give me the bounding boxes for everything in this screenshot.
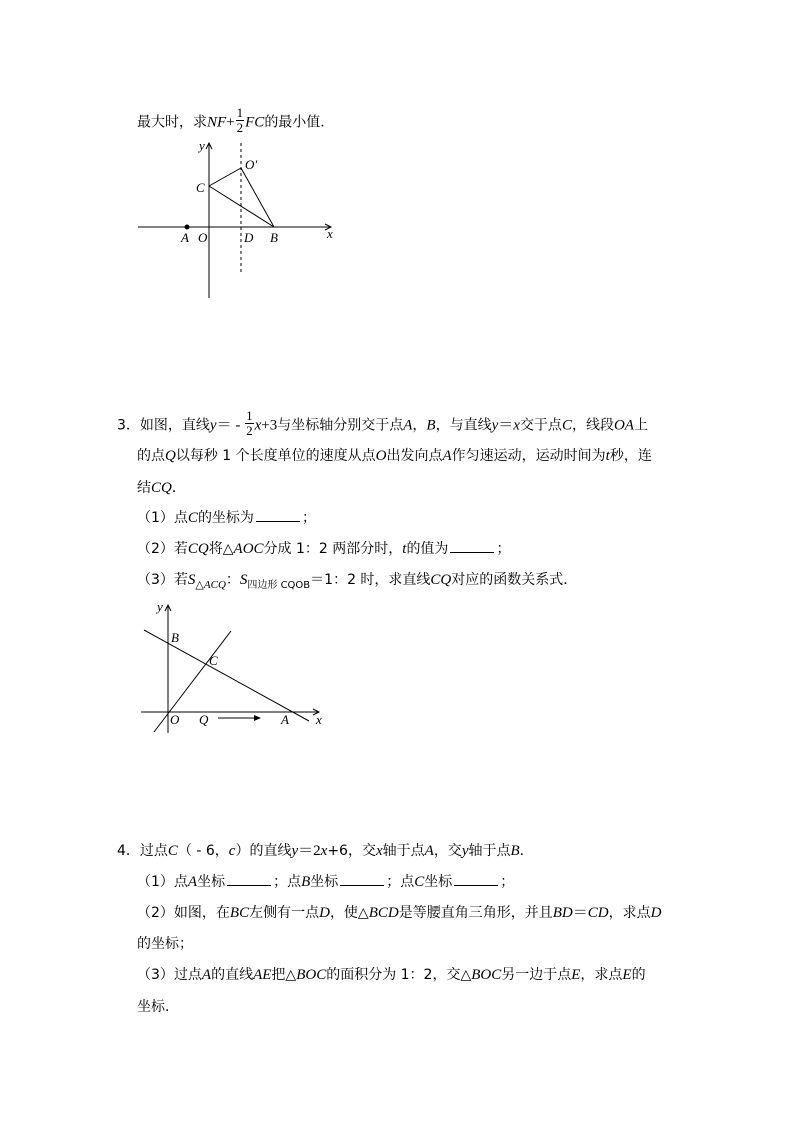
math-op: + xyxy=(226,114,235,131)
problem4-question1 xyxy=(137,873,514,891)
text: ． xyxy=(171,480,186,496)
math-var: C xyxy=(167,843,178,859)
problem-number: 3． xyxy=(117,417,140,434)
text: 的 xyxy=(631,967,646,983)
label-q: Q xyxy=(199,712,209,727)
math-op: ＝ xyxy=(498,417,514,434)
math-var: OA xyxy=(613,417,634,434)
math-var: NF xyxy=(207,114,227,131)
math-var: BOC xyxy=(296,967,327,983)
problem4-question2-line2 xyxy=(137,935,193,953)
label-a: A xyxy=(181,230,189,245)
answer-blank[interactable] xyxy=(340,873,384,886)
text: 把△ xyxy=(271,967,297,983)
text: 坐标 xyxy=(424,874,453,890)
math-var: BOC xyxy=(471,967,502,983)
math-var: A xyxy=(403,417,413,434)
text: ；点 xyxy=(273,874,302,890)
text: 的面积分为 1：2，交△ xyxy=(326,967,472,983)
text: ，求点 xyxy=(608,905,651,921)
text: 以每秒 1 个长度单位的速度从点 xyxy=(175,448,376,464)
text: 如图，直线 xyxy=(139,417,210,434)
text: 的直线 xyxy=(211,967,254,983)
math-var: x xyxy=(254,417,262,434)
text: ，求点 xyxy=(580,967,623,983)
text: 左侧有一点 xyxy=(249,905,320,921)
math-var: t xyxy=(402,541,407,557)
math-var: B xyxy=(426,417,436,434)
text: 将△ xyxy=(208,541,234,557)
text: 是等腰直角三角形，并且 xyxy=(398,905,553,921)
math-var: E xyxy=(622,967,632,983)
text: 交于点 xyxy=(519,417,562,434)
subscript: 四边形 CQOB xyxy=(247,580,311,591)
math-var: c xyxy=(228,843,236,859)
text: 的点 xyxy=(137,448,165,464)
math-var: BC xyxy=(229,905,250,921)
math-var: CD xyxy=(587,905,609,921)
label-b: B xyxy=(270,230,278,245)
problem4-question3-line2 xyxy=(137,998,179,1016)
text: 的最小值． xyxy=(264,114,335,131)
text: ；点 xyxy=(386,874,415,890)
math-op: ＝ xyxy=(572,905,588,921)
text: ； xyxy=(496,541,511,557)
text: （2）如图，在 xyxy=(137,905,230,921)
math-var: FC xyxy=(245,114,265,131)
label-o: O xyxy=(170,712,180,727)
text: ： xyxy=(225,572,240,588)
label-o-prime: O′ xyxy=(245,157,258,172)
math-var: AE xyxy=(253,967,272,983)
text: ， xyxy=(412,417,427,434)
frac-den: 2 xyxy=(246,423,253,438)
math-var: C xyxy=(414,874,425,890)
answer-blank[interactable] xyxy=(454,873,498,886)
label-x: x xyxy=(327,226,333,241)
math-var: A xyxy=(442,448,452,464)
line-ab xyxy=(144,630,309,721)
math-var: y xyxy=(491,417,499,434)
math-var: B xyxy=(301,874,311,890)
text: 对应的函数关系式． xyxy=(451,572,578,588)
text: ． xyxy=(519,843,534,859)
problem-number: 4． xyxy=(117,843,140,859)
text: 另一边于点 xyxy=(501,967,572,983)
text: 上 xyxy=(633,417,648,434)
text: ； xyxy=(500,874,515,890)
text: （2）若 xyxy=(137,541,188,557)
math-var: B xyxy=(510,843,520,859)
text: ，线段 xyxy=(571,417,614,434)
math-var: D xyxy=(319,905,330,921)
text: 的坐标为 xyxy=(197,510,254,526)
text: ＝1：2 时，求直线 xyxy=(310,572,431,588)
math-var: CQ xyxy=(151,480,172,496)
text: ； xyxy=(301,510,316,526)
text: 坐标 xyxy=(197,874,226,890)
math-var: BD xyxy=(552,905,573,921)
label-c: C xyxy=(196,180,205,195)
math-var: t xyxy=(605,448,610,464)
frac-den: 2 xyxy=(236,120,244,135)
math-var: C xyxy=(187,510,198,526)
frac-num: 1 xyxy=(246,408,253,423)
problem4-question2-line1 xyxy=(137,904,661,922)
text: （1）点 xyxy=(137,510,188,526)
label-x: x xyxy=(316,712,322,727)
label-d: D xyxy=(244,230,254,245)
motion-arrow-head xyxy=(254,715,261,721)
text: +6，交 xyxy=(327,843,376,859)
math-var: E xyxy=(571,967,581,983)
answer-blank[interactable] xyxy=(227,873,271,886)
text: （3）过点 xyxy=(137,967,202,983)
text: 与坐标轴分别交于点 xyxy=(277,417,404,434)
math-var: CQ xyxy=(187,541,209,557)
frac-num: 1 xyxy=(236,105,244,120)
text: 轴于点 xyxy=(382,843,425,859)
math-var: CQ xyxy=(430,572,452,588)
text: 的坐标； xyxy=(137,936,193,952)
label-o: O xyxy=(198,230,208,245)
problem4-question3-line1 xyxy=(137,966,646,984)
math-op: +3 xyxy=(261,417,278,434)
label-b: B xyxy=(171,630,179,645)
text: 的值为 xyxy=(406,541,449,557)
math-var: D xyxy=(650,905,662,921)
text: （3）若 xyxy=(137,572,188,588)
math-var: C xyxy=(561,417,572,434)
math-var: A xyxy=(187,874,198,890)
line-y-equals-x xyxy=(154,631,231,732)
subscript: △ACQ xyxy=(195,579,226,591)
math-var: BCD xyxy=(368,905,399,921)
math-var: y xyxy=(291,843,299,859)
math-var: Q xyxy=(165,448,176,464)
text: 出发向点 xyxy=(386,448,443,464)
text: （1）点 xyxy=(137,874,188,890)
math-var: AOC xyxy=(233,541,264,557)
math-var: y xyxy=(461,843,469,859)
text: 轴于点 xyxy=(468,843,511,859)
math-var: x xyxy=(320,843,328,859)
text: 坐标． xyxy=(137,999,179,1015)
math-var: S xyxy=(239,572,248,588)
text: ，与直线 xyxy=(435,417,492,434)
math-var: S xyxy=(187,572,196,588)
label-y: y xyxy=(199,138,205,153)
math-var: x xyxy=(375,843,383,859)
math-var: y xyxy=(209,417,217,434)
text: 坐标 xyxy=(310,874,339,890)
label-y: y xyxy=(157,599,163,614)
label-c: C xyxy=(209,653,218,668)
math-var: A xyxy=(201,967,212,983)
text: 作匀速运动，运动时间为 xyxy=(451,448,606,464)
math-var: O xyxy=(375,448,387,464)
label-a: A xyxy=(281,712,289,727)
text: 过点 xyxy=(139,843,168,859)
text: 分成 1：2 两部分时， xyxy=(263,541,403,557)
math-op: ＝ - xyxy=(216,417,245,434)
text: ，使△ xyxy=(329,905,369,921)
text: 秒，连 xyxy=(609,448,652,464)
text: （ - 6， xyxy=(177,843,229,859)
math-var: x xyxy=(513,417,520,434)
text: ，交 xyxy=(433,843,462,859)
text: 结 xyxy=(137,480,151,496)
text: 最大时，求 xyxy=(137,114,207,131)
math-op: ＝2 xyxy=(298,843,321,859)
math-var: A xyxy=(424,843,434,859)
problem4-line1 xyxy=(117,842,534,860)
text: ）的直线 xyxy=(235,843,292,859)
